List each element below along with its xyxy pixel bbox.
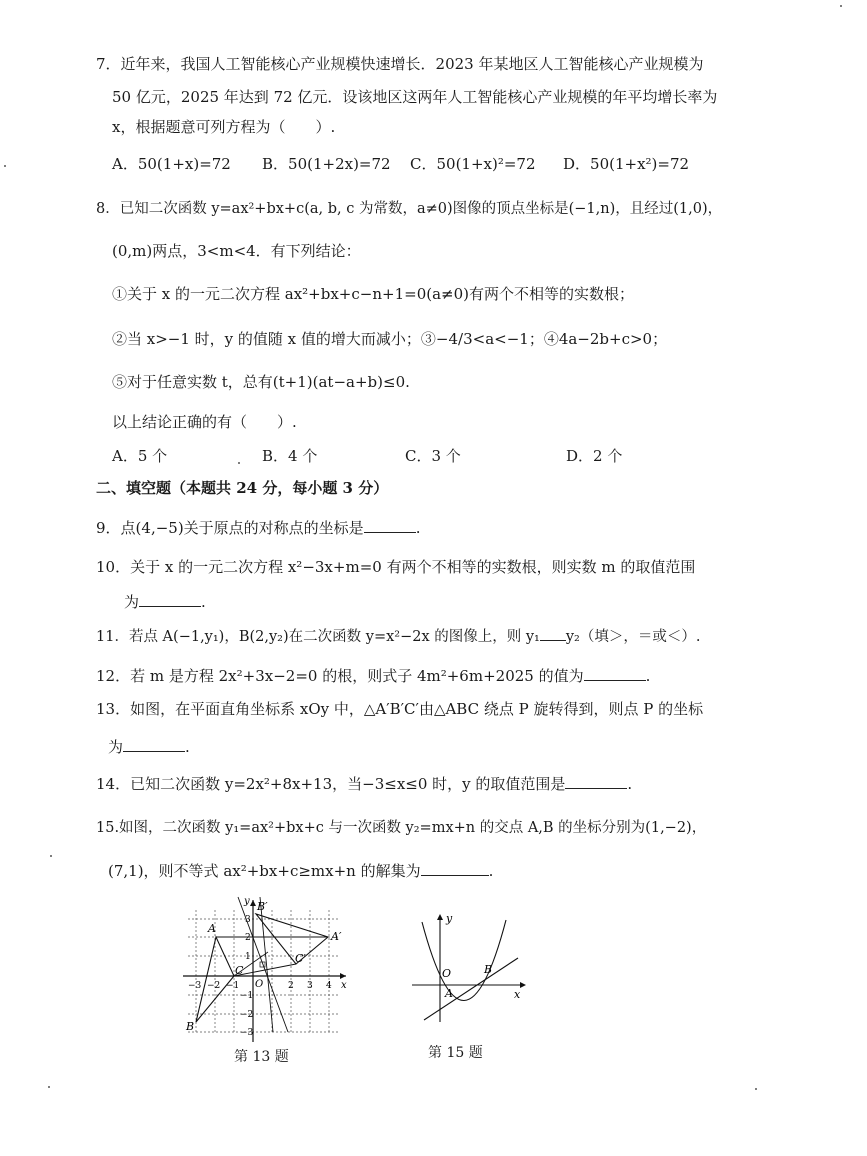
q15-line xyxy=(424,958,518,1020)
q8-option-d: D．2 个 xyxy=(566,447,623,465)
q14-answer-blank[interactable] xyxy=(565,774,627,789)
q14-end: . xyxy=(627,775,633,793)
figure-q13-coordinate-grid xyxy=(178,892,358,1042)
q13-xtick-neg3: −3 xyxy=(188,981,202,991)
q15-x-axis-arrow xyxy=(520,982,526,988)
q13-label-y: y xyxy=(244,896,250,907)
q13-label-a: A xyxy=(208,922,216,935)
q13-label-c: C xyxy=(235,964,244,977)
q14-text: 14．已知二次函数 y=2x²+8x+13，当−3≤x≤0 时，y 的取值范围是 xyxy=(96,775,566,793)
q8-statement-5: ⑤对于任意实数 t，总有(t+1)(at−a+b)≤0. xyxy=(112,373,410,391)
q9-end: . xyxy=(415,519,421,537)
q11-end: y₂（填＞，＝或＜）. xyxy=(565,629,701,645)
q15-end: . xyxy=(488,862,494,880)
q13-y-axis-arrow xyxy=(250,900,256,906)
q9-answer-blank[interactable] xyxy=(364,518,416,533)
scan-speck xyxy=(755,1088,757,1090)
q15-line-2 xyxy=(108,861,493,881)
q10-answer-blank[interactable] xyxy=(139,592,201,607)
q8-option-a: A．5 个 xyxy=(112,447,168,465)
figure-q15-caption: 第 15 题 xyxy=(428,1045,483,1061)
q13-label-x: x xyxy=(341,980,347,991)
q7-option-d: D．50(1+x²)=72 xyxy=(563,155,690,173)
q12-text: 12．若 m 是方程 2x²+3x−2=0 的根，则式子 4m²+6m+2025 的值为 xyxy=(96,667,584,685)
q15-parabola xyxy=(422,920,506,1001)
q15-answer-blank[interactable] xyxy=(421,861,489,876)
q15-label-a: A xyxy=(445,987,453,1000)
q15-label-b: B xyxy=(484,963,493,976)
q13-xtick-neg2: −2 xyxy=(207,981,221,991)
q12 xyxy=(96,666,650,686)
q13-ytick-neg2: −2 xyxy=(240,1010,254,1020)
q12-answer-blank[interactable] xyxy=(584,666,646,681)
q10-line-1: 10．关于 x 的一元二次方程 x²−3x+m=0 有两个不相等的实数根，则实数 m 的取值范围 xyxy=(96,558,696,576)
scan-speck xyxy=(50,855,52,857)
scan-speck xyxy=(4,165,6,167)
scan-speck xyxy=(840,5,842,7)
section-fill-in-title: 二、填空题（本题共 24 分，每小题 3 分） xyxy=(96,479,389,497)
q15-label-x: x xyxy=(514,988,521,1001)
q8-option-b: B．4 个 xyxy=(262,447,318,465)
q13-answer-blank[interactable] xyxy=(123,737,185,752)
q7-option-c: C．50(1+x)²=72 xyxy=(410,155,536,173)
q13-ytick-neg3: −3 xyxy=(240,1028,254,1038)
q7-line-2: 50 亿元，2025 年达到 72 亿元．设该地区这两年人工智能核心产业规模的年平均增长率为 xyxy=(112,88,718,106)
q10-line-2-start: 为 xyxy=(124,593,140,611)
q13-ytick-3: 3 xyxy=(245,915,251,925)
q8-statement-2-3-4: ②当 x>−1 时，y 的值随 x 值的增大而减小；③−4/3<a<−1；④4a−2b+c>0； xyxy=(112,330,668,348)
q14 xyxy=(96,774,632,794)
q15-line-2-text: (7,1)，则不等式 ax²+bx+c≥mx+n 的解集为 xyxy=(108,862,421,880)
q10-line-2 xyxy=(124,592,206,612)
q11 xyxy=(96,626,700,647)
q15-label-y: y xyxy=(446,912,453,925)
scan-speck xyxy=(238,462,240,464)
scan-speck xyxy=(48,1086,50,1088)
q8-question: 以上结论正确的有（ ）. xyxy=(112,413,297,431)
q7-line-1: 7．近年来，我国人工智能核心产业规模快速增长．2023 年某地区人工智能核心产业规模为 xyxy=(96,55,704,73)
q13-xtick-3: 3 xyxy=(307,981,313,991)
q8-statement-1: ①关于 x 的一元二次方程 ax²+bx+c−n+1=0(a≠0)有两个不相等的实数根； xyxy=(112,285,634,303)
q13-line-2 xyxy=(108,737,190,757)
q15-line-1: 15.如图，二次函数 y₁=ax²+bx+c 与一次函数 y₂=mx+n 的交点 A,B 的坐标分别为(1,−2)， xyxy=(96,820,707,836)
q7-option-b: B．50(1+2x)=72 xyxy=(262,155,391,173)
q11-answer-blank[interactable] xyxy=(540,626,566,641)
q13-ytick-1: 1 xyxy=(245,952,251,962)
q15-y-axis-arrow xyxy=(437,914,443,920)
figure-q13-caption: 第 13 题 xyxy=(234,1049,289,1065)
figure-q15-parabola-line xyxy=(408,910,533,1028)
q9 xyxy=(96,518,420,538)
q13-label-origin: O xyxy=(255,979,264,990)
q13-label-b: B xyxy=(186,1020,195,1033)
q13-label-c1: C′ xyxy=(295,952,306,965)
q8-option-c: C．3 个 xyxy=(405,447,461,465)
q15-label-origin: O xyxy=(442,967,452,980)
q10-end: . xyxy=(201,593,206,611)
q13-line-2-start: 为 xyxy=(108,738,124,756)
q13-xtick-neg1: −1 xyxy=(226,981,240,991)
q13-x-axis-arrow xyxy=(340,973,346,979)
q7-line-3: x，根据题意可列方程为（ ）. xyxy=(112,118,336,136)
q13-label-a1: A′ xyxy=(331,930,342,943)
q9-text: 9．点(4,−5)关于原点的对称点的坐标是 xyxy=(96,519,364,537)
q8-line-2: (0,m)两点，3<m<4．有下列结论： xyxy=(112,242,361,260)
q13-ytick-2: 2 xyxy=(245,933,251,943)
q13-xtick-4: 4 xyxy=(326,981,332,991)
q13-xtick-2: 2 xyxy=(288,981,294,991)
q13-ytick-neg1: −1 xyxy=(240,991,254,1001)
q12-end: . xyxy=(645,667,651,685)
q11-text: 11．若点 A(−1,y₁)，B(2,y₂)在二次函数 y=x²−2x 的图像上，则 y₁ xyxy=(96,629,540,645)
q13-line-1: 13．如图，在平面直角坐标系 xOy 中，△A′B′C′由△ABC 绕点 P 旋转得到，则点 P 的坐标 xyxy=(96,700,704,718)
q8-line-1: 8．已知二次函数 y=ax²+bx+c(a, b, c 为常数，a≠0)图像的顶点坐标是(−1,n)，且经过(1,0)， xyxy=(96,201,723,217)
q13-label-b1: B′ xyxy=(257,900,268,913)
q7-option-a: A．50(1+x)=72 xyxy=(112,155,231,173)
q13-triangle-a1b1c1 xyxy=(256,914,328,964)
q13-end: . xyxy=(185,738,190,756)
